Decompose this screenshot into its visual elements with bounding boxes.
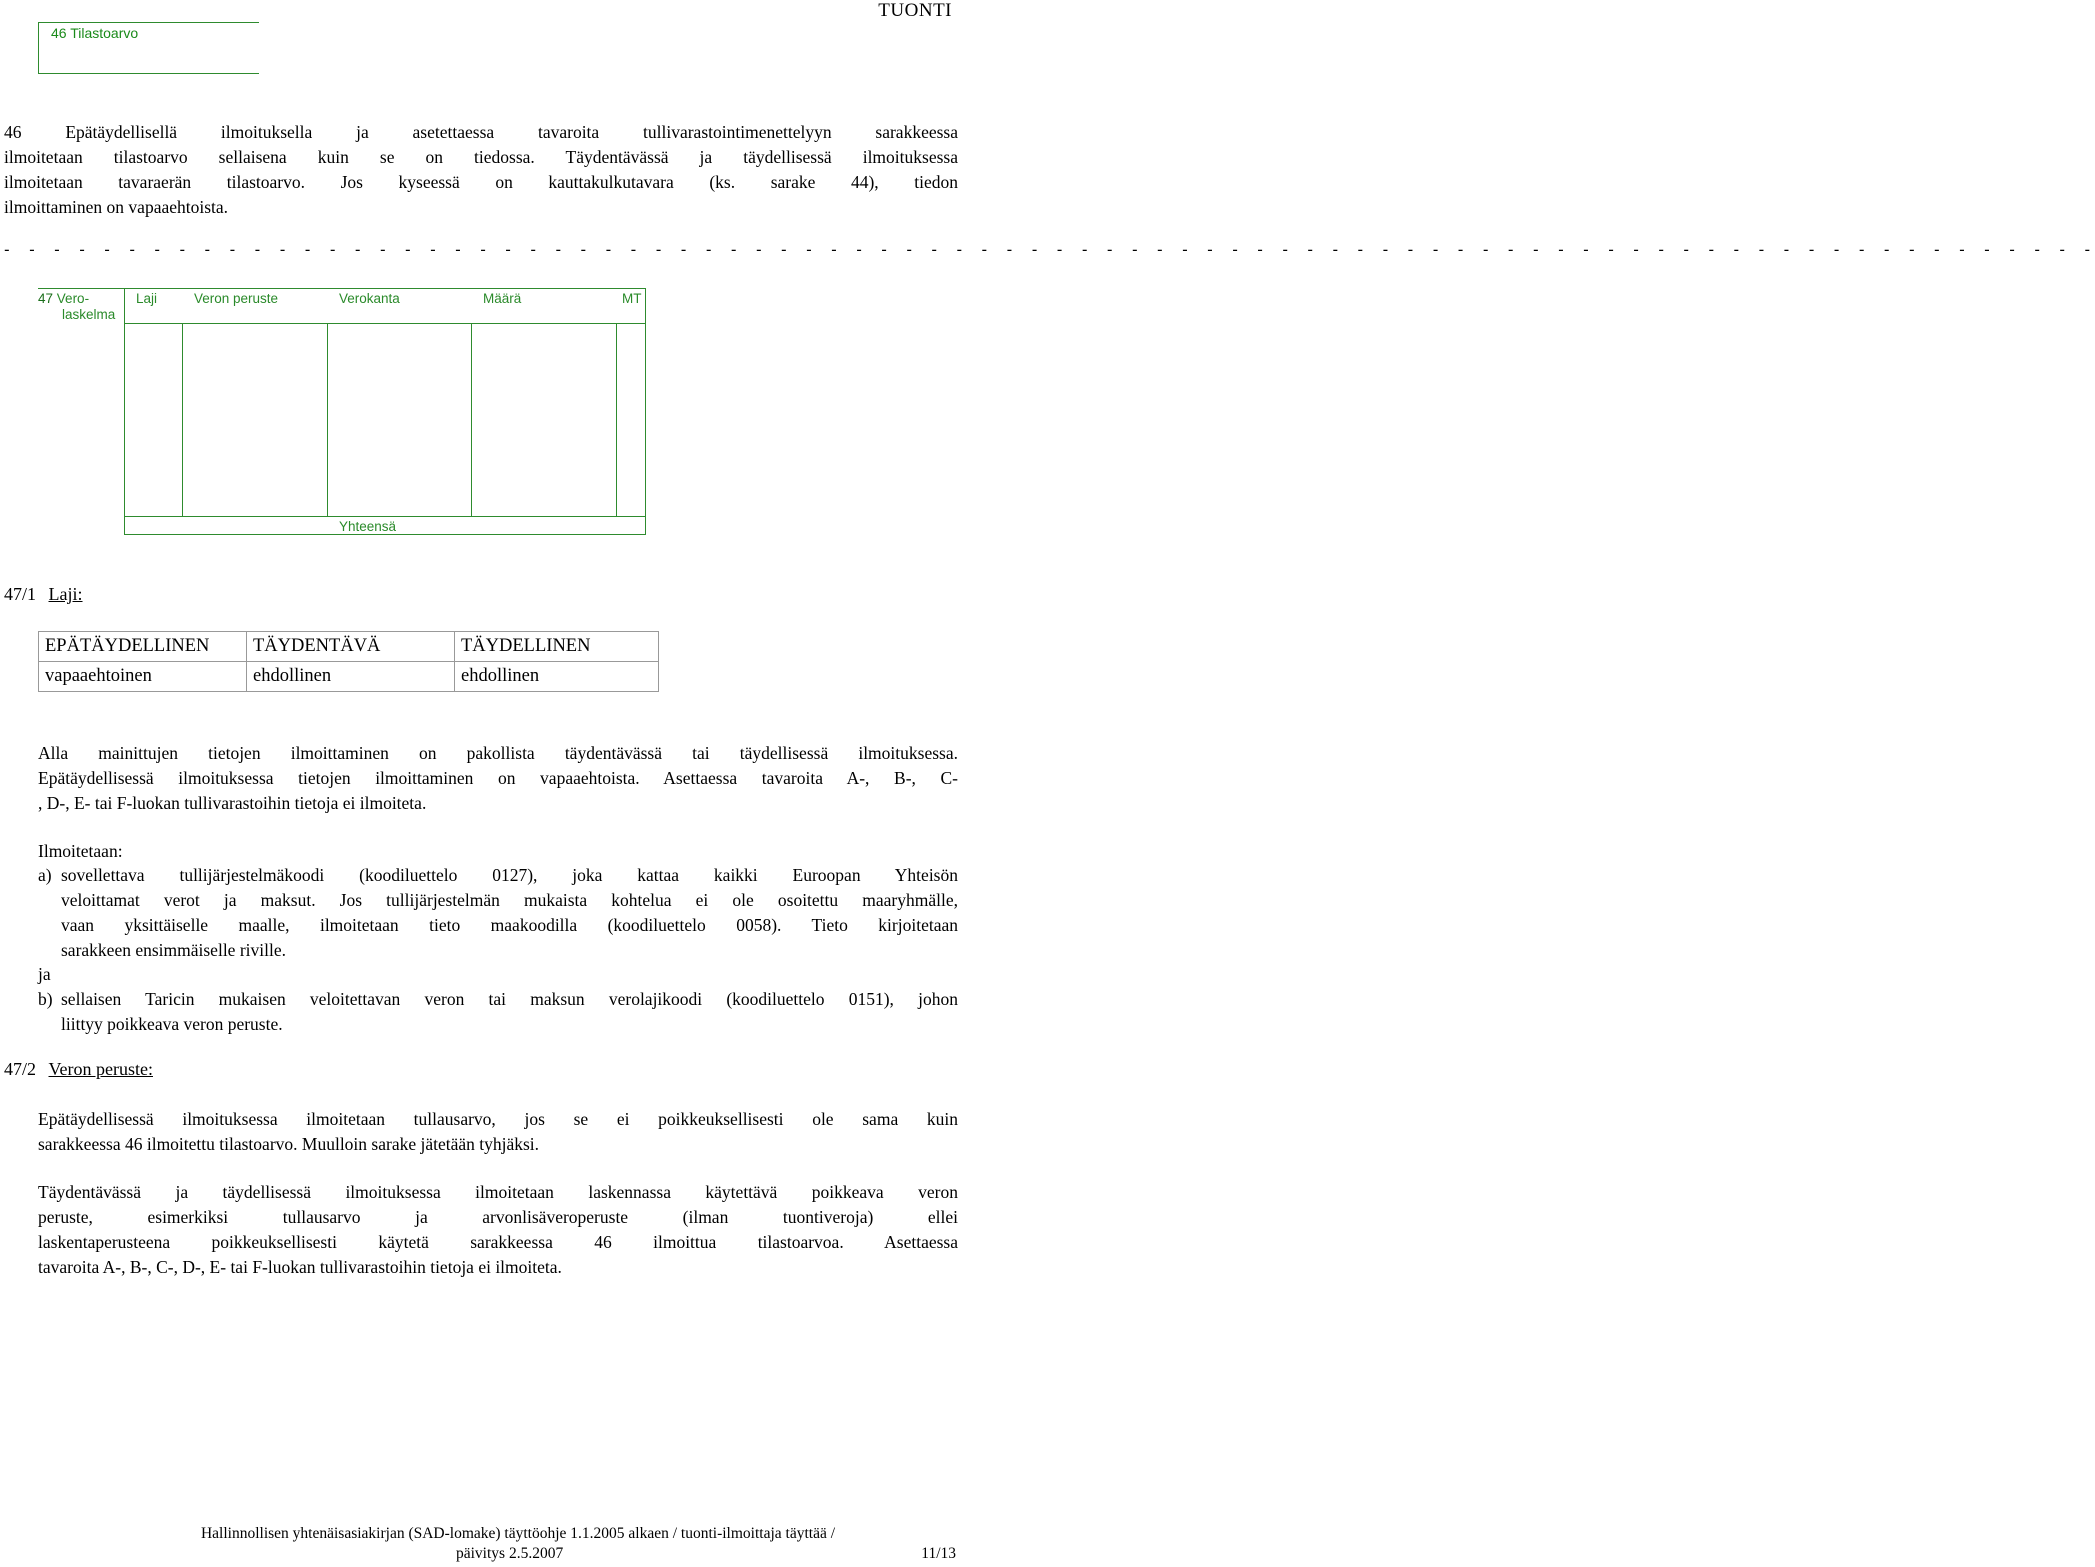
paragraph-line: sovellettava tullijärjestelmäkoodi (koodiluettelo 0127), joka kattaa kaikki Euroopan Yhteisön <box>61 865 958 885</box>
field-47-label <box>38 291 89 306</box>
box-divider <box>124 288 125 535</box>
paragraph-line: sarakkeen ensimmäiselle riville. <box>61 940 286 960</box>
field-46-number: 46 <box>51 25 67 41</box>
paragraph-47-1-intro <box>38 741 958 816</box>
paragraph-47-2-b <box>38 1180 958 1280</box>
paragraph-line: sellaisen Taricin mukaisen veloitettavan veron tai maksun verolajikoodi (koodiluettelo 0151), johon <box>61 989 958 1009</box>
paragraph-line: Alla mainittujen tietojen ilmoittaminen on pakollista täydentävässä tai täydellisessä ilmoituksessa. <box>38 743 958 763</box>
item-b-text <box>61 987 958 1037</box>
section-title: Laji: <box>48 584 83 604</box>
table-row <box>39 632 659 662</box>
laji-table <box>38 631 659 692</box>
field-46-box <box>38 22 259 74</box>
column-header-veron-peruste: Veron peruste <box>194 291 279 306</box>
paragraph-line: liittyy poikkeava veron peruste. <box>61 1014 283 1034</box>
box-header-line <box>124 323 646 324</box>
column-divider <box>182 323 183 516</box>
field-47-number: 47 <box>38 291 54 306</box>
column-divider <box>327 323 328 516</box>
section-47-1-heading <box>4 584 83 605</box>
dashed-separator: - - - - - - - - - - - - - - - - - - - - - - - - - - - - - - - - - - - - - - - - - - - - - - - - - - - - - - - - - - - - - - - - - - - - - - - - - - - - - - - - - - - - <box>2 240 2095 259</box>
section-number: 47/2 <box>4 1059 37 1079</box>
paragraph-46 <box>4 120 958 220</box>
box-border-right <box>645 288 646 535</box>
field-47-label-line2: laskelma <box>62 307 116 322</box>
table-cell: vapaaehtoinen <box>39 662 247 692</box>
item-b-marker: b) <box>38 989 53 1009</box>
paragraph-line: laskentaperusteena poikkeuksellisesti käytetä sarakkeessa 46 ilmoittua tilastoarvoa. Asettaessa <box>38 1232 958 1252</box>
paragraph-line: ilmoittaminen on vapaaehtoista. <box>4 197 229 217</box>
table-header-cell: EPÄTÄYDELLINEN <box>39 632 247 662</box>
column-header-laji: Laji <box>136 291 158 306</box>
box-total-line <box>124 516 646 517</box>
paragraph-line: Epätäydellisessä ilmoituksessa tietojen ilmoittaminen on vapaaehtoista. Asettaessa tavaroita A-, B-, C- <box>38 768 958 788</box>
item-a-marker: a) <box>38 865 52 885</box>
field-46-title: Tilastoarvo <box>70 25 139 41</box>
paragraph-line: ilmoitetaan tavaraerän tilastoarvo. Jos kyseessä on kauttakulkutavara (ks. sarake 44), tiedon <box>4 172 958 192</box>
paragraph-line: vaan yksittäiselle maalle, ilmoitetaan tieto maakoodilla (koodiluettelo 0058). Tieto kirjoitetaan <box>61 915 958 935</box>
section-title: TUONTI <box>878 0 952 21</box>
paragraph-line: ilmoitetaan tilastoarvo sellaisena kuin se on tiedossa. Täydentävässä ja täydellisessä ilmoituksessa <box>4 147 958 167</box>
paragraph-47-2-a <box>38 1107 958 1157</box>
paragraph-line: peruste, esimerkiksi tullausarvo ja arvonlisäveroperuste (ilman tuontiveroja) ellei <box>38 1207 958 1227</box>
paragraph-line: 46 Epätäydellisellä ilmoituksella ja asetettaessa tavaroita tullivarastointimenettelyyn sarakkeessa <box>4 122 958 142</box>
table-header-cell: TÄYDENTÄVÄ <box>247 632 455 662</box>
paragraph-line: Täydentävässä ja täydellisessä ilmoituksessa ilmoitetaan laskennassa käytettävä poikkeava veron <box>38 1182 958 1202</box>
box-border-bottom <box>124 534 646 535</box>
table-header-cell: TÄYDELLINEN <box>455 632 659 662</box>
paragraph-line: Epätäydellisessä ilmoituksessa ilmoitetaan tullausarvo, jos se ei poikkeuksellisesti ole sama kuin <box>38 1109 958 1129</box>
footer-line1: Hallinnollisen yhtenäisasiakirjan (SAD-lomake) täyttöohje 1.1.2005 alkaen / tuonti-ilmoittaja täyttää / <box>200 1525 836 1542</box>
column-divider <box>616 323 617 516</box>
total-label: Yhteensä <box>339 519 397 534</box>
table-cell: ehdollinen <box>455 662 659 692</box>
ilmoitetaan-label: Ilmoitetaan: <box>38 841 123 861</box>
section-number: 47/1 <box>4 584 37 604</box>
paragraph-line: sarakkeessa 46 ilmoitettu tilastoarvo. Muulloin sarake jätetään tyhjäksi. <box>38 1134 540 1154</box>
field-47-box <box>38 288 646 535</box>
page-number: 11/13 <box>921 1545 956 1562</box>
column-header-mt: MT <box>622 291 642 306</box>
table-cell: ehdollinen <box>247 662 455 692</box>
table-row <box>39 662 659 692</box>
conjunction-ja: ja <box>38 964 51 984</box>
item-a-text <box>61 863 958 963</box>
paragraph-line: veloittamat verot ja maksut. Jos tullijärjestelmän mukaista kohtelua ei ole osoitettu maaryhmälle, <box>61 890 958 910</box>
column-header-maara: Määrä <box>483 291 522 306</box>
column-header-verokanta: Verokanta <box>339 291 400 306</box>
field-47-label-line1: Vero- <box>56 291 90 306</box>
box-border-top <box>38 288 646 289</box>
paragraph-line: , D-, E- tai F-luokan tullivarastoihin tietoja ei ilmoiteta. <box>38 793 427 813</box>
paragraph-line: tavaroita A-, B-, C-, D-, E- tai F-luokan tullivarastoihin tietoja ei ilmoiteta. <box>38 1257 562 1277</box>
column-divider <box>471 323 472 516</box>
section-title: Veron peruste: <box>48 1059 153 1079</box>
section-47-2-heading <box>4 1059 153 1080</box>
footer-line2: päivitys 2.5.2007 <box>456 1545 564 1562</box>
field-46-label <box>51 25 138 41</box>
